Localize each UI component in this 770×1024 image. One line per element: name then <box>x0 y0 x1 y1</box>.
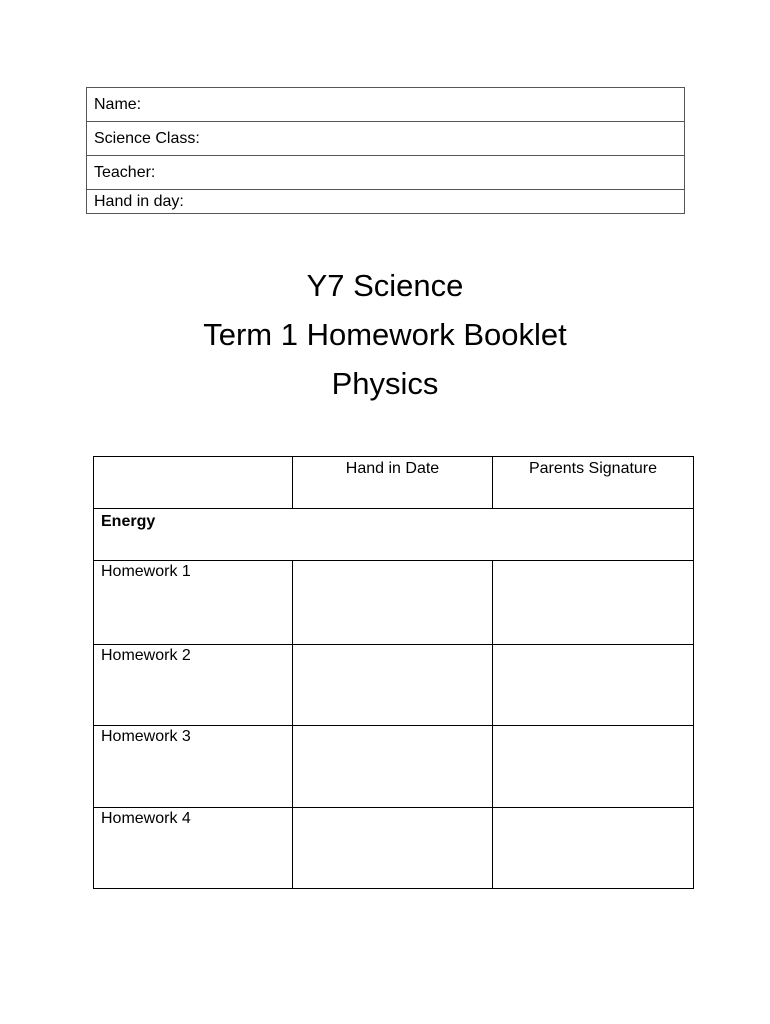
table-header-row <box>94 457 694 509</box>
parents-signature-header: Parents Signature <box>528 460 658 477</box>
header-cell-parents-signature <box>493 457 694 509</box>
homework-table <box>93 456 694 889</box>
homework-label: Homework 4 <box>101 810 191 827</box>
table-row <box>94 645 694 726</box>
name-field[interactable] <box>87 88 685 122</box>
parents-signature-cell[interactable] <box>493 645 694 726</box>
section-cell <box>94 509 694 561</box>
student-info-table <box>86 87 685 214</box>
table-row <box>94 808 694 889</box>
hand-in-date-cell[interactable] <box>293 808 493 889</box>
homework-label-cell <box>94 645 293 726</box>
parents-signature-cell[interactable] <box>493 808 694 889</box>
hand-in-day-label: Hand in day: <box>94 192 184 210</box>
homework-label: Homework 1 <box>101 563 191 580</box>
homework-label-cell <box>94 561 293 645</box>
homework-label: Homework 3 <box>101 728 191 745</box>
header-cell-hand-in-date <box>293 457 493 509</box>
table-row <box>94 561 694 645</box>
hand-in-date-cell[interactable] <box>293 645 493 726</box>
section-row-energy <box>94 509 694 561</box>
section-label: Energy <box>101 513 156 530</box>
teacher-field[interactable] <box>87 156 685 190</box>
homework-label-cell <box>94 808 293 889</box>
hand-in-date-cell[interactable] <box>293 561 493 645</box>
name-label: Name: <box>94 95 142 113</box>
homework-label: Homework 2 <box>101 647 191 664</box>
homework-label-cell <box>94 726 293 808</box>
title-line-1: Y7 Science <box>306 268 464 303</box>
header-cell-blank <box>94 457 293 509</box>
title-line-3: Physics <box>331 366 439 401</box>
hand-in-day-field[interactable] <box>87 190 685 214</box>
table-row <box>94 726 694 808</box>
hand-in-date-cell[interactable] <box>293 726 493 808</box>
teacher-label: Teacher: <box>94 163 156 181</box>
hand-in-date-header: Hand in Date <box>345 460 440 477</box>
parents-signature-cell[interactable] <box>493 726 694 808</box>
science-class-label: Science Class: <box>94 129 200 147</box>
title-line-2: Term 1 Homework Booklet <box>203 317 567 352</box>
science-class-field[interactable] <box>87 122 685 156</box>
parents-signature-cell[interactable] <box>493 561 694 645</box>
